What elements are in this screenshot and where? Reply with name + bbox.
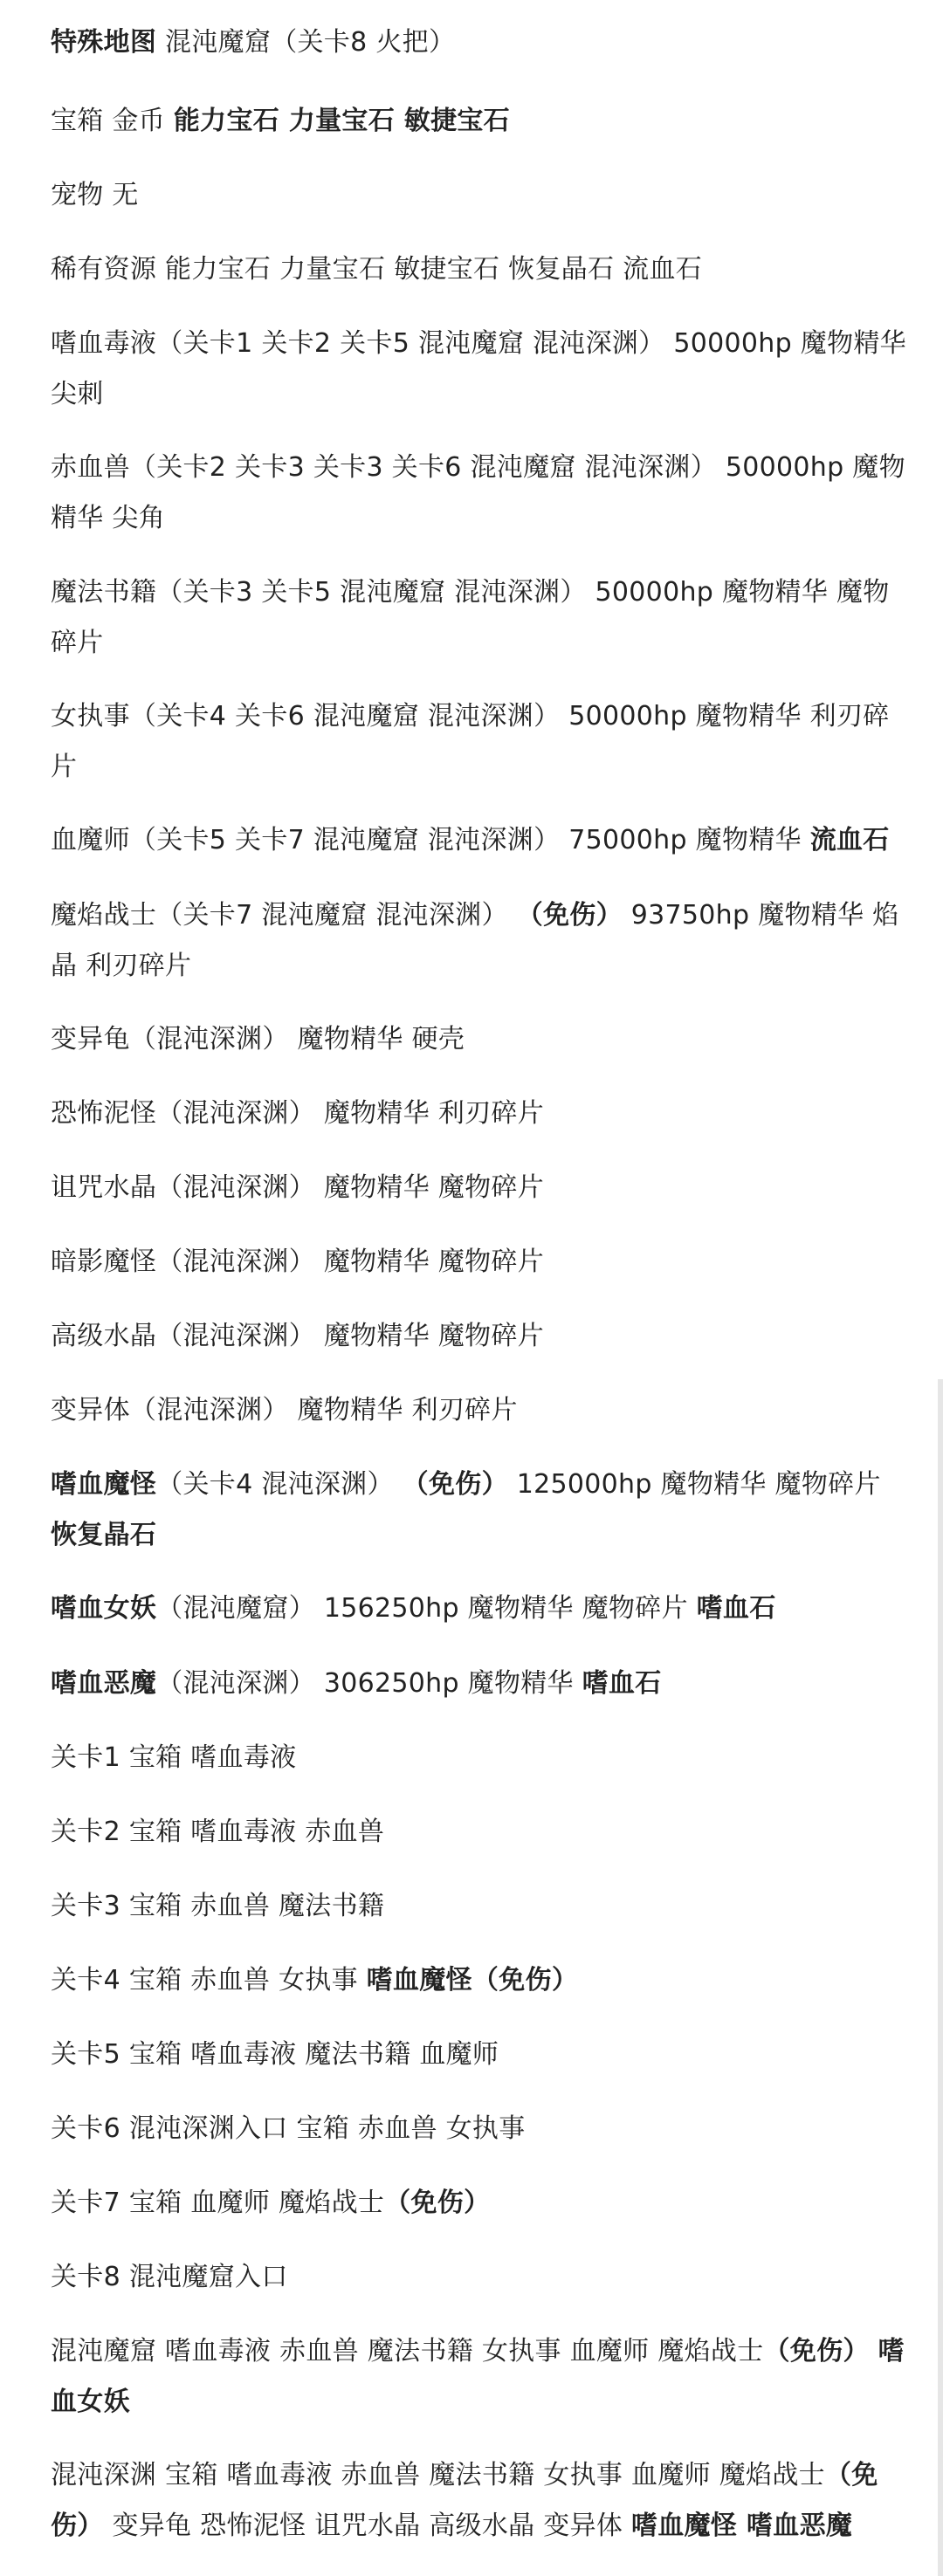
text-run: 93750hp 魔物精华 焰晶 利刃碎片 xyxy=(51,900,899,981)
paragraph-stage-2 xyxy=(51,1807,384,1858)
text-run: 宝箱 金币 xyxy=(51,106,174,136)
paragraph-boss-blood-monster xyxy=(51,1460,915,1561)
bold-text: （免伤） xyxy=(516,900,623,931)
paragraph-monster-blood-mage xyxy=(51,815,890,866)
text-run: 诅咒水晶（混沌深渊） 魔物精华 魔物碎片 xyxy=(51,1172,545,1203)
text-run: 血魔师（关卡5 关卡7 混沌魔窟 混沌深渊） 75000hp 魔物精华 xyxy=(51,825,810,855)
paragraph-monster-curse-crystal xyxy=(51,1163,544,1213)
paragraph-monster-red-beast xyxy=(51,443,915,544)
paragraph-stage-8 xyxy=(51,2252,288,2303)
paragraph-chest xyxy=(51,96,510,147)
text-run: 125000hp 魔物精华 魔物碎片 xyxy=(507,1469,881,1500)
paragraph-stage-3 xyxy=(51,1881,384,1932)
bold-text: 嗜血石 xyxy=(582,1668,662,1699)
bold-text: 嗜血魔怪 xyxy=(51,1469,157,1500)
paragraph-monster-mud xyxy=(51,1089,544,1139)
bold-text: （免伤） xyxy=(384,2188,491,2218)
paragraph-boss-blood-demon xyxy=(51,1659,662,1709)
text-run: 混沌魔窟（关卡8 火把） xyxy=(156,27,456,58)
bold-text: （免伤） xyxy=(51,2460,878,2541)
text-run: 变异体（混沌深渊） 魔物精华 利刃碎片 xyxy=(51,1395,518,1425)
text-run: 宠物 无 xyxy=(51,180,139,210)
paragraph-stage-4 xyxy=(51,1955,578,2006)
bold-text: （免伤） xyxy=(402,1469,508,1500)
paragraph-monster-shadow xyxy=(51,1237,544,1288)
bold-text: 特殊地图 xyxy=(51,27,157,58)
bold-text: 嗜血魔怪（免伤） xyxy=(366,1965,579,1996)
bold-text: 嗜血女妖 xyxy=(51,1593,157,1624)
bold-text: 嗜血恶魔 xyxy=(51,1668,157,1699)
text-run: （混沌魔窟） 156250hp 魔物精华 魔物碎片 xyxy=(156,1593,697,1624)
paragraph-chaos-cave xyxy=(51,2326,915,2428)
bold-text: （免伤） xyxy=(763,2336,870,2366)
paragraph-boss-blood-banshee xyxy=(51,1583,776,1634)
bold-text: 流血石 xyxy=(809,825,890,855)
bold-text: 能力宝石 力量宝石 敏捷宝石 xyxy=(173,106,510,136)
text-run: 赤血兽（关卡2 关卡3 关卡3 关卡6 混沌魔窟 混沌深渊） 50000hp 魔物精华 尖角 xyxy=(51,452,905,533)
paragraph-rare-resources xyxy=(51,244,702,295)
text-run: 关卡4 宝箱 赤血兽 女执事 xyxy=(51,1965,367,1996)
paragraph-chaos-abyss xyxy=(51,2450,915,2552)
paragraph-monster-high-crystal xyxy=(51,1311,544,1362)
text-run: 变异龟（混沌深渊） 魔物精华 硬壳 xyxy=(51,1024,465,1054)
text-run xyxy=(870,2336,878,2366)
paragraph-stage-7 xyxy=(51,2178,490,2229)
text-run: 关卡7 宝箱 血魔师 魔焰战士 xyxy=(51,2188,385,2218)
paragraph-monster-flame-warrior xyxy=(51,890,915,992)
text-run: 关卡2 宝箱 嗜血毒液 赤血兽 xyxy=(51,1817,385,1847)
text-run: 混沌深渊 宝箱 嗜血毒液 赤血兽 魔法书籍 女执事 血魔师 魔焰战士 xyxy=(51,2460,825,2490)
paragraph-special-map xyxy=(51,17,455,68)
text-run: 高级水晶（混沌深渊） 魔物精华 魔物碎片 xyxy=(51,1321,545,1351)
paragraph-monster-blood-venom xyxy=(51,319,915,420)
text-run: 关卡3 宝箱 赤血兽 魔法书籍 xyxy=(51,1891,385,1921)
text-run: 混沌魔窟 嗜血毒液 赤血兽 魔法书籍 女执事 血魔师 魔焰战士 xyxy=(51,2336,764,2366)
text-run: 魔法书籍（关卡3 关卡5 混沌魔窟 混沌深渊） 50000hp 魔物精华 魔物碎片 xyxy=(51,577,890,658)
text-run: 关卡5 宝箱 嗜血毒液 魔法书籍 血魔师 xyxy=(51,2039,499,2070)
text-run: 女执事（关卡4 关卡6 混沌魔窟 混沌深渊） 50000hp 魔物精华 利刃碎片 xyxy=(51,701,890,782)
text-run: 稀有资源 能力宝石 力量宝石 敏捷宝石 恢复晶石 流血石 xyxy=(51,254,703,285)
text-run: 暗影魔怪（混沌深渊） 魔物精华 魔物碎片 xyxy=(51,1247,545,1277)
paragraph-monster-mutant xyxy=(51,1385,518,1436)
bold-text: 嗜血女妖 xyxy=(51,2336,905,2417)
text-run: （关卡4 混沌深渊） xyxy=(156,1469,403,1500)
bold-text: 恢复晶石 xyxy=(51,1520,157,1550)
paragraph-monster-maid xyxy=(51,691,915,793)
paragraph-stage-6 xyxy=(51,2104,526,2154)
paragraph-stage-1 xyxy=(51,1733,296,1783)
scrollbar-track[interactable] xyxy=(938,1379,943,2576)
paragraph-monster-mutant-turtle xyxy=(51,1014,465,1065)
text-run: 关卡1 宝箱 嗜血毒液 xyxy=(51,1742,297,1773)
bold-text: 嗜血石 xyxy=(696,1593,776,1624)
text-run: 变异龟 恐怖泥怪 诅咒水晶 高级水晶 变异体 xyxy=(103,2511,632,2541)
text-run: 关卡8 混沌魔窟入口 xyxy=(51,2262,288,2292)
text-run: 魔焰战士（关卡7 混沌魔窟 混沌深渊） xyxy=(51,900,517,931)
text-run: 关卡6 混沌深渊入口 宝箱 赤血兽 女执事 xyxy=(51,2113,526,2144)
bold-text: 嗜血魔怪 嗜血恶魔 xyxy=(631,2511,853,2541)
paragraph-stage-5 xyxy=(51,2030,499,2080)
text-run: 嗜血毒液（关卡1 关卡2 关卡5 混沌魔窟 混沌深渊） 50000hp 魔物精华 尖刺 xyxy=(51,328,906,409)
text-run: （混沌深渊） 306250hp 魔物精华 xyxy=(156,1668,582,1699)
text-run: 恐怖泥怪（混沌深渊） 魔物精华 利刃碎片 xyxy=(51,1098,545,1129)
paragraph-monster-magic-book xyxy=(51,567,915,669)
paragraph-pet xyxy=(51,170,139,221)
